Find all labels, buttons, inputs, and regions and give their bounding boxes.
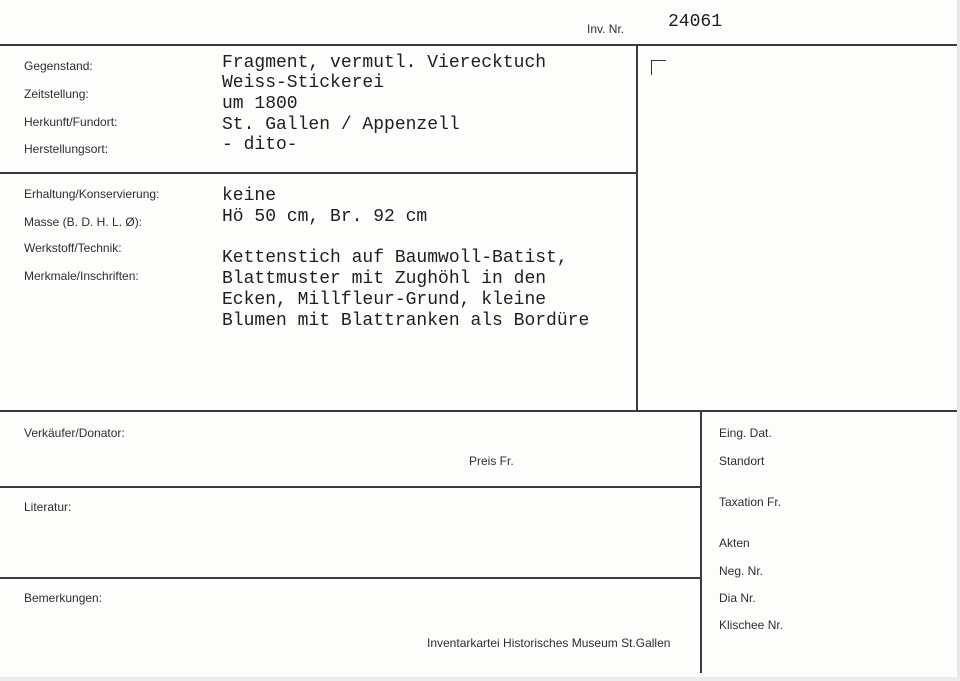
- card-footer: Inventarkartei Historisches Museum St.Gallen: [427, 636, 671, 650]
- label-literatur: Literatur:: [24, 500, 72, 514]
- literature-divider: [0, 486, 702, 488]
- label-erhaltung: Erhaltung/Konservierung:: [24, 187, 160, 201]
- value-description-line1: Kettenstich auf Baumwoll-Batist,: [222, 248, 568, 268]
- value-condition: keine: [222, 186, 277, 206]
- label-zeitstellung: Zeitstellung:: [24, 87, 89, 101]
- remarks-divider: [0, 577, 702, 579]
- label-eing-dat: Eing. Dat.: [719, 426, 772, 440]
- value-place-made: - dito-: [222, 135, 298, 155]
- value-description-line2: Blattmuster mit Zughöhl in den: [222, 269, 547, 289]
- label-dia-nr: Dia Nr.: [719, 591, 756, 605]
- label-preis: Preis Fr.: [469, 454, 514, 468]
- label-verkaeufer: Verkäufer/Donator:: [24, 426, 125, 440]
- value-period: um 1800: [222, 94, 298, 114]
- label-taxation: Taxation Fr.: [719, 495, 782, 509]
- value-origin: St. Gallen / Appenzell: [222, 115, 460, 135]
- label-gegenstand: Gegenstand:: [24, 59, 93, 73]
- section-divider: [0, 172, 638, 174]
- label-herstellungsort: Herstellungsort:: [24, 142, 109, 156]
- bottom-right-divider: [700, 410, 702, 673]
- value-description-line3: Ecken, Millfleur-Grund, kleine: [222, 290, 547, 310]
- value-dimensions: Hö 50 cm, Br. 92 cm: [222, 207, 428, 227]
- label-standort: Standort: [719, 454, 765, 468]
- label-werkstoff: Werkstoff/Technik:: [24, 241, 122, 255]
- card-edge-bottom: [0, 677, 960, 681]
- header-divider: [0, 44, 960, 46]
- label-masse: Masse (B. D. H. L. Ø):: [24, 215, 143, 229]
- value-description-line4: Blumen mit Blattranken als Bordüre: [222, 311, 590, 331]
- corner-mark: [651, 60, 666, 75]
- label-klischee-nr: Klischee Nr.: [719, 618, 784, 632]
- value-object: Fragment, vermutl. Vierecktuch: [222, 53, 547, 73]
- label-merkmale: Merkmale/Inschriften:: [24, 269, 139, 283]
- bottom-section-divider: [0, 410, 960, 412]
- label-akten: Akten: [719, 536, 750, 550]
- right-panel-divider: [636, 44, 638, 411]
- label-bemerkungen: Bemerkungen:: [24, 591, 103, 605]
- inv-nr-label: Inv. Nr.: [587, 22, 625, 36]
- label-neg-nr: Neg. Nr.: [719, 564, 764, 578]
- label-herkunft: Herkunft/Fundort:: [24, 115, 118, 129]
- value-object-line2: Weiss-Stickerei: [222, 73, 385, 93]
- inv-number: 24061: [668, 12, 723, 32]
